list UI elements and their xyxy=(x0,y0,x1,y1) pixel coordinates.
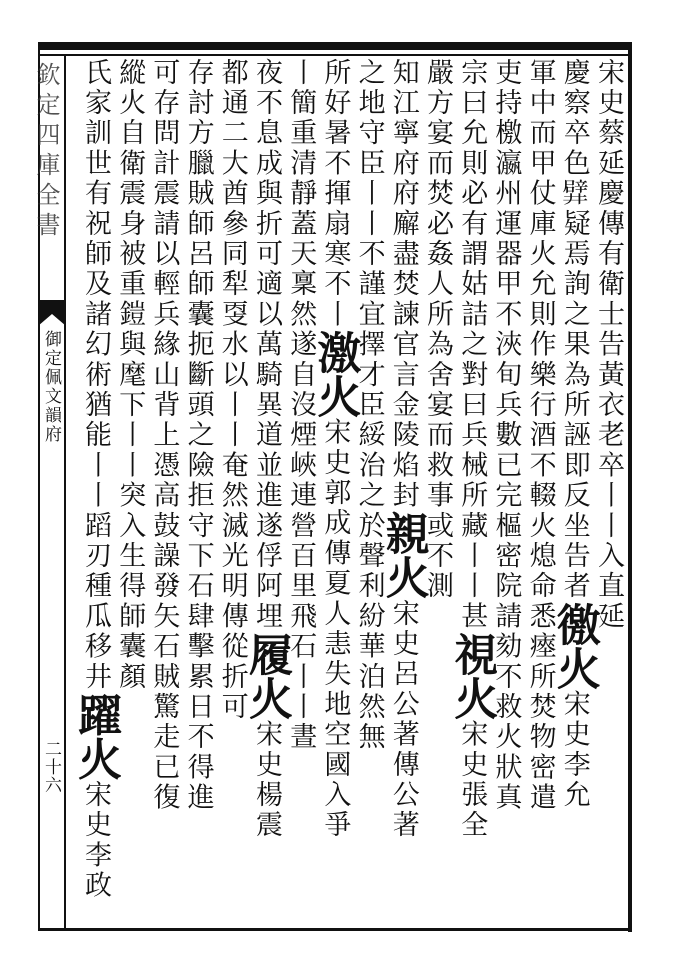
text-column xyxy=(109,58,149,924)
fishtail-mark-icon xyxy=(38,300,66,326)
sub-title: 御定佩文韻府 xyxy=(41,330,61,444)
text-column xyxy=(485,58,525,924)
text-column xyxy=(241,58,292,924)
headword: 親火 xyxy=(377,511,429,599)
entry-text: 所好暑不揮扇寒不丨 xyxy=(319,58,351,330)
entry-text: 縱火自衛震身被重鎧與麾下丨丨突入生得師囊顏 xyxy=(114,58,146,693)
text-column xyxy=(520,58,560,924)
entry-text: 丨簡重清靜蓋天稟然 xyxy=(285,58,317,330)
text-column xyxy=(548,58,600,924)
text-column xyxy=(417,58,457,924)
entry-text: 宋史李政 xyxy=(80,780,111,902)
entry-text: 嚴方宴而焚必姦人所為舍宴而救事或不測 xyxy=(422,58,453,602)
headword: 徼火 xyxy=(548,601,600,690)
entry-text: 慶察卒色𨐨疑焉詢之果為所誣即反坐告者 xyxy=(558,58,590,602)
bottom-border xyxy=(38,928,632,931)
entry-text: 遂自沒煙峽連營百里飛石丨丨晝 xyxy=(285,329,317,753)
text-column xyxy=(588,58,628,924)
entry-text: 軍中而甲仗庫火允則作樂行酒不輟火熄命悉瘞所焚物密遣 xyxy=(524,58,556,813)
text-column xyxy=(309,58,361,924)
headword: 激火 xyxy=(309,329,361,418)
entry-text: 宗曰允則必有謂姑詰之對曰兵械所藏丨丨甚 xyxy=(456,58,488,632)
entry-text: 存討方臘賊師呂師囊扼斷頭之險拒守下石肆擊累日不得進 xyxy=(182,58,214,813)
entry-text: 之地守臣丨丨不謹宜擇才臣綏治之 xyxy=(353,58,385,511)
text-column xyxy=(212,58,252,924)
text-column xyxy=(377,58,429,924)
entry-text: 傳從折可 xyxy=(216,601,248,723)
headword: 躍火 xyxy=(70,692,121,781)
headword: 視火 xyxy=(446,631,498,720)
text-column xyxy=(143,58,183,924)
text-column xyxy=(178,58,218,924)
entry-text: 吏持檄瀛州運器甲不浹旬兵數已完樞密院請劾不救火狀真 xyxy=(490,58,522,813)
page-number: 二十六 xyxy=(41,740,61,794)
entry-text: 宋史呂公著傳公著 xyxy=(387,599,419,841)
entry-text: 可存問計震請以輕兵緣山背上憑高鼓譟發矢石賊驚走已復 xyxy=(148,58,180,813)
right-border xyxy=(628,42,632,932)
entry-text: 宋史郭成傳夏人恚失地空國入爭 xyxy=(319,417,351,841)
entry-text: 氏家訓世有祝師及諸幻術猶能丨丨蹈刃種瓜移井 xyxy=(80,58,111,693)
text-column xyxy=(70,58,121,924)
entry-text: 都通二大酋參同犁㪅水以丨丨奄然滅光明 xyxy=(216,58,248,602)
text-column xyxy=(280,58,320,924)
text-column xyxy=(446,58,498,924)
entry-text: 宋史李允 xyxy=(558,689,590,811)
entry-text: 宋史張全 xyxy=(456,719,488,841)
top-border-thin xyxy=(38,54,630,56)
entry-text: 宋史蔡延慶傳有衛士告黃衣老卒丨丨入直延 xyxy=(593,58,624,632)
headword: 履火 xyxy=(241,631,292,720)
text-column xyxy=(349,58,389,924)
top-border-thick xyxy=(38,42,630,50)
entry-text: 宋史楊震 xyxy=(251,719,282,841)
entry-text: 夜不息成與折可適以萬騎異道並進遂俘阿埋 xyxy=(251,58,282,632)
margin-line-inner xyxy=(64,56,66,930)
entry-text: 知江寧府府廨盡焚諫官言金陵焰封 xyxy=(387,58,419,511)
entry-text: 於聲利紛華泊然無 xyxy=(353,511,385,753)
book-title: 欽定四庫全書 xyxy=(32,62,60,242)
